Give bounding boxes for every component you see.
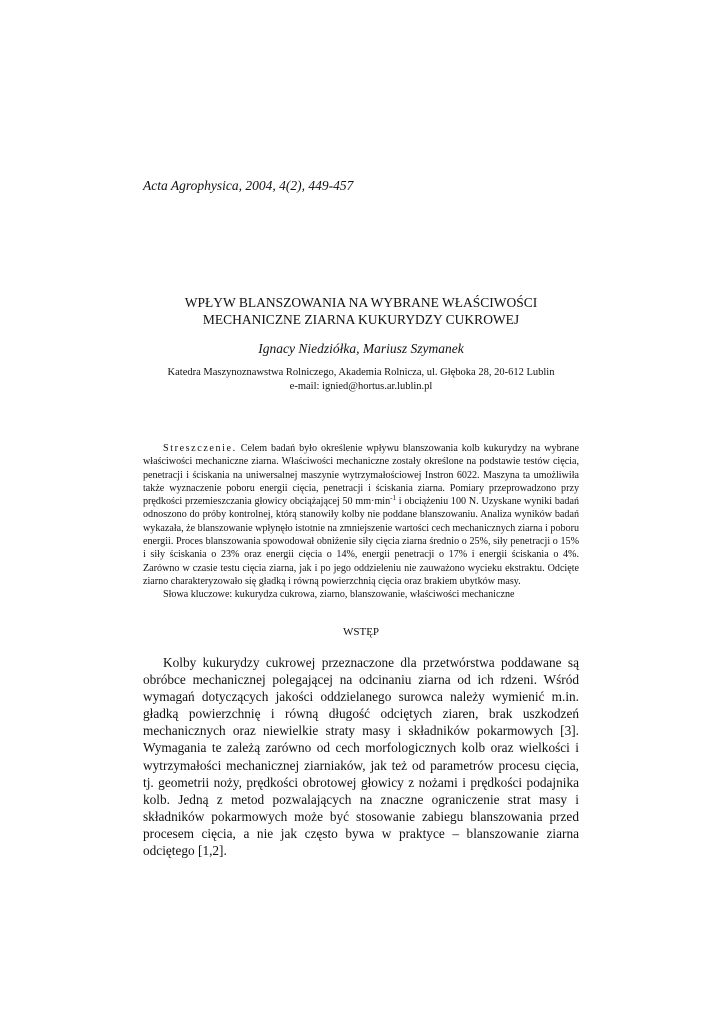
article-title-line-2: MECHANICZNE ZIARNA KUKURYDZY CUKROWEJ bbox=[202, 312, 520, 327]
body-text bbox=[143, 654, 579, 859]
abstract-paragraph bbox=[143, 442, 579, 588]
article-title bbox=[143, 294, 579, 328]
abstract-text-part-2: i obciążeniu 100 N. Uzyskane wyniki badań odnoszono do próby kontrolnej, którą stanowiły kolby nie poddane blanszowaniu. Analiza wyników badań wykazała, że blanszowanie wpłynęło istotnie na zmniejszenie wartości cech mechanicznych ziarna i poboru energii. Proces blanszowania spowodował obniżenie siły cięcia ziarna średnio o 25%, siły penetracji o 15% i siły ściskania o 23% oraz energii cięcia o 14%, energii penetracji o 17% i energii ściskania o 4%. Zarówno w czasie testu cięcia ziarna, jak i po jego oddzieleniu nie zauważono wycieku ekstraktu. Odcięte ziarno charakteryzowało się gładką i równą powierzchnią cięcia oraz brakiem ubytków masy. bbox=[143, 496, 579, 587]
article-title-line-1: WPŁYW BLANSZOWANIA NA WYBRANE WŁAŚCIWOŚCI bbox=[184, 295, 538, 310]
keywords: Słowa kluczowe: kukurydza cukrowa, ziarno, blanszowanie, właściwości mechaniczne bbox=[163, 589, 515, 601]
authors: Ignacy Niedziółka, Mariusz Szymanek bbox=[258, 341, 464, 356]
affiliation bbox=[143, 366, 579, 394]
abstract-text-part-1: Celem badań było określenie wpływu blanszowania kolb kukurydzy na wybrane właściwości mechaniczne ziarna. Właściwości mechaniczne zostały określone na podstawie testów cięcia, penetracji i ściskania na uniwersalnej maszynie wytrzymałościowej Instron 6022. Maszyna ta umożliwiła także wyznaczenie poboru energii cięcia, penetracji i ściskania ziarna. Pomiary przeprowadzono przy prędkości przemieszczania głowicy obciążającej 50 mm·min bbox=[143, 443, 579, 508]
affiliation-email: e-mail: ignied@hortus.ar.lublin.pl bbox=[289, 381, 433, 392]
affiliation-address: Katedra Maszynoznawstwa Rolniczego, Akademia Rolnicza, ul. Głęboka 28, 20-612 Lublin bbox=[167, 367, 555, 378]
journal-reference: Acta Agrophysica, 2004, 4(2), 449-457 bbox=[143, 178, 354, 193]
abstract-superscript: -1 bbox=[390, 494, 396, 503]
abstract-label: Streszczenie. bbox=[163, 443, 237, 454]
section-heading: WSTĘP bbox=[342, 626, 380, 638]
body-paragraph: Kolby kukurydzy cukrowej przeznaczone dla przetwórstwa poddawane są obróbce mechanicznej polegającej na odcinaniu ziarna od ich rdzeni. Wśród wymagań dotyczących jakości oddzielanego surowca należy wymienić m.in. gładką powierzchnię i równą długość odciętych ziaren, brak uszkodzeń mechanicznych oraz niewielkie straty masy i składników pokarmowych [3]. Wymagania te zależą zarówno od cech morfologicznych kolb oraz wielkości i wytrzymałości mechanicznej ziarniaków, jak też od parametrów procesu cięcia, tj. geometrii noży, prędkości obrotowej głowicy z nożami i prędkości podajnika kolb. Jedną z metod pozwalających na znaczne ograniczenie strat masy i składników pokarmowych może być stosowanie zabiegu blanszowania przed procesem cięcia, a nie jak często bywa w praktyce – blanszowanie ziarna odciętego [1,2]. bbox=[143, 655, 579, 859]
abstract bbox=[143, 442, 579, 602]
